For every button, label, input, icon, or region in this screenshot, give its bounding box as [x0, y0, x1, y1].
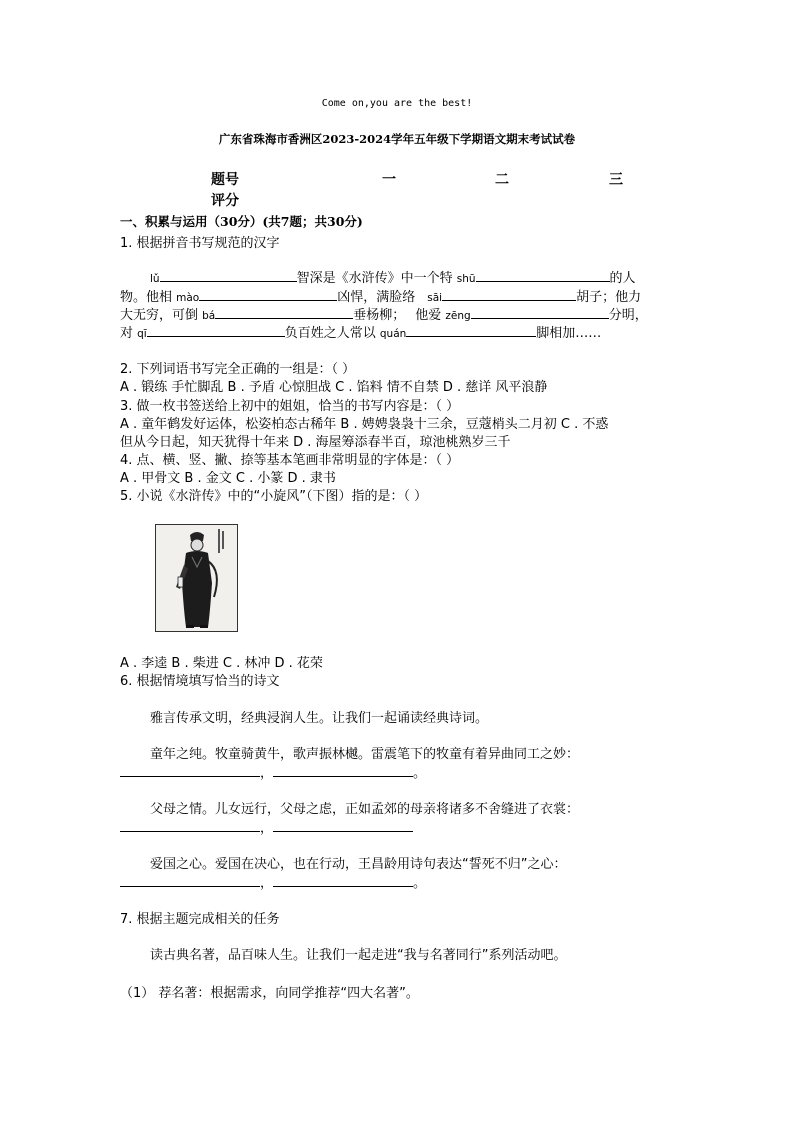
answer-blank[interactable]: [215, 305, 353, 319]
q6-paragraph-3: 爱国之心。爱国在决心，也在行动，王昌龄用诗句表达“誓死不归”之心：: [150, 857, 567, 872]
q1-text: 分明，: [608, 308, 648, 323]
answer-blank[interactable]: [476, 268, 610, 282]
answer-blank[interactable]: [273, 763, 413, 777]
pinyin: mào: [176, 292, 200, 304]
period: 。: [413, 766, 427, 781]
q6-answer-row-1: [120, 762, 426, 781]
pinyin: sāi: [427, 292, 443, 304]
answer-blank[interactable]: [273, 873, 413, 887]
xiaoxuanfeng-illustration: [155, 524, 238, 632]
q5-stem: 5. 小说《水浒传》中的“小旋风”（下图）指的是：（ ）: [120, 489, 428, 504]
q3-options-line-2[interactable]: 但从今日起，知天犹得十年来 D . 海屋筹添春半百，琼池桃熟岁三千: [120, 435, 511, 450]
q1-text: 他爱: [415, 308, 446, 323]
q6-stem: 6. 根据情境填写恰当的诗文: [120, 674, 280, 689]
q1-text: 脚相加……: [536, 326, 602, 341]
comma: ，: [260, 766, 274, 781]
q6-answer-row-2: [120, 817, 413, 836]
exam-title: 广东省珠海市香洲区2023-2024学年五年级下学期语文期末考试试卷: [218, 132, 576, 146]
answer-blank[interactable]: [471, 305, 609, 319]
answer-blank[interactable]: [120, 763, 260, 777]
q1-text: 智深是《水浒传》中一个特: [296, 271, 457, 286]
q1-line-4: [120, 322, 601, 341]
q7-subquestion-1: （1） 荐名著：根据需求，向同学推荐“四大名著”。: [120, 986, 419, 1001]
comma: ，: [260, 876, 274, 891]
q1-text: 对: [120, 326, 138, 341]
q7-stem: 7. 根据主题完成相关的任务: [120, 912, 280, 927]
q1-line-2: [120, 286, 641, 305]
pinyin: quán: [379, 328, 407, 340]
q1-text: 负百姓之人常以: [284, 326, 380, 341]
q3-stem: 3. 做一枚书签送给上初中的姐姐，恰当的书写内容是：（ ）: [120, 399, 460, 414]
q1-text: 垂杨柳；: [353, 308, 406, 323]
q6-answer-row-3: [120, 872, 426, 891]
q3-options-line-1[interactable]: A . 童年鹤发好运体，松姿柏态古稀年 B . 娉娉袅袅十三余，豆蔻梢头二月初 C . 不惑: [120, 417, 609, 432]
answer-blank[interactable]: [160, 268, 297, 282]
answer-blank[interactable]: [120, 873, 260, 887]
q4-options[interactable]: A . 甲骨文 B . 金文 C . 小篆 D . 隶书: [120, 471, 336, 486]
q1-text: 的人: [609, 271, 636, 286]
pinyin: qī: [137, 328, 147, 340]
pinyin: zēng: [445, 310, 471, 322]
answer-blank[interactable]: [147, 323, 285, 337]
q1-text: 大无穷，可倒: [120, 308, 203, 323]
answer-blank[interactable]: [442, 287, 576, 301]
q5-options[interactable]: A . 李逵 B . 柴进 C . 林冲 D . 花荣: [120, 656, 323, 671]
q1-line-1: [150, 267, 636, 286]
score-table-header-label: 题号: [211, 172, 239, 188]
q1-text: 凶悍，满脸络: [337, 290, 416, 305]
q4-stem: 4. 点、横、竖、撇、捺等基本笔画非常明显的字体是：（ ）: [120, 453, 460, 468]
answer-blank[interactable]: [406, 323, 536, 337]
score-table-col-3: 三: [609, 172, 623, 188]
score-table-col-1: 一: [382, 172, 396, 188]
q1-text: 物。他相: [120, 290, 177, 305]
q6-paragraph-2: 父母之情。儿女远行，父母之虑，正如孟郊的母亲将诸多不舍缝进了衣裳：: [150, 802, 580, 817]
q1-stem: 1. 根据拼音书写规范的汉字: [120, 236, 280, 251]
q6-paragraph-1: 童年之纯。牧童骑黄牛，歌声振林樾。雷震笔下的牧童有着异曲同工之妙：: [150, 747, 580, 762]
pinyin: lǔ: [150, 273, 160, 285]
q7-intro: 读古典名著，品百味人生。让我们一起走进“我与名著同行”系列活动吧。: [150, 948, 567, 963]
figure-illustration-icon: [156, 525, 237, 631]
answer-blank[interactable]: [120, 818, 260, 832]
q1-line-3: [120, 304, 648, 323]
q2-stem: 2. 下列词语书写完全正确的一组是：（ ）: [120, 362, 356, 377]
comma: ，: [260, 821, 274, 836]
score-table-col-2: 二: [495, 172, 509, 188]
pinyin: shū: [456, 273, 476, 285]
q6-intro: 雅言传承文明，经典浸润人生。让我们一起诵读经典诗词。: [150, 711, 489, 726]
q2-options[interactable]: A . 锻练 手忙脚乱 B . 予盾 心惊胆战 C . 馅料 情不自禁 D . 慈详 风平浪静: [120, 380, 548, 395]
motto-header: Come on,you are the best!: [321, 98, 473, 109]
pinyin: bá: [202, 310, 216, 322]
score-table-score-label: 评分: [211, 193, 239, 209]
period: 。: [413, 876, 427, 891]
section-heading: 一、积累与运用（30分）(共7题；共30分): [120, 214, 363, 229]
answer-blank[interactable]: [199, 287, 337, 301]
answer-blank[interactable]: [273, 818, 413, 832]
q1-text: 胡子；他力: [576, 290, 642, 305]
